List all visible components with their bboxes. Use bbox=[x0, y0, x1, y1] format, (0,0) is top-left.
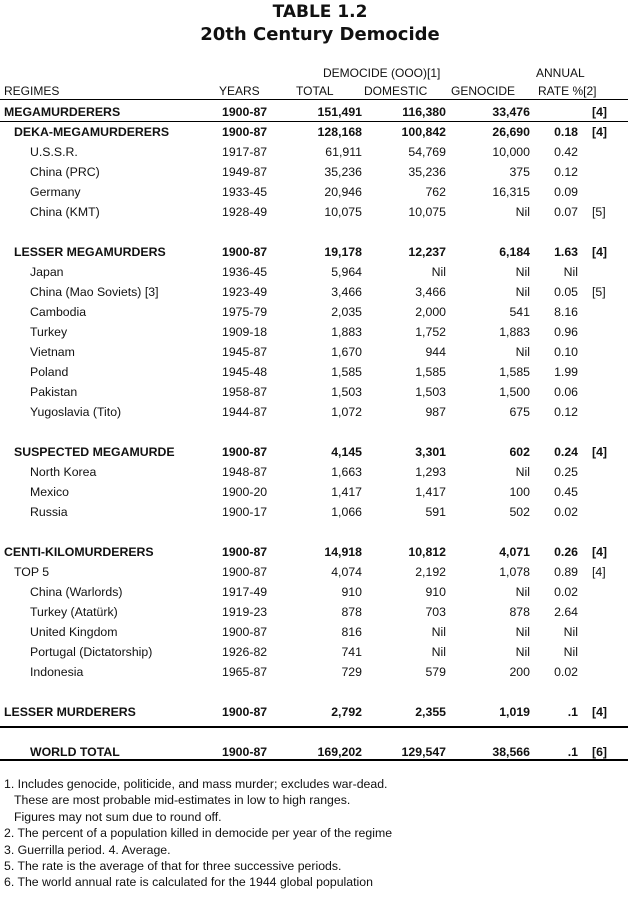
total-cell: 1,585 bbox=[331, 365, 362, 379]
annual-rate-cell: .1 bbox=[567, 745, 578, 759]
table-row bbox=[0, 102, 640, 122]
total-cell: 729 bbox=[341, 665, 362, 679]
table-row bbox=[0, 442, 640, 462]
regime-name-cell: Turkey bbox=[30, 325, 68, 339]
annual-rate-cell: Nil bbox=[563, 265, 578, 279]
genocide-cell: Nil bbox=[515, 625, 530, 639]
domestic-cell: 100,842 bbox=[401, 125, 446, 139]
annual-rate-cell: 0.12 bbox=[554, 405, 578, 419]
table-row bbox=[0, 602, 640, 622]
annual-rate-cell: 0.24 bbox=[554, 445, 578, 459]
years-cell: 1948-87 bbox=[222, 465, 268, 479]
genocide-cell: Nil bbox=[515, 645, 530, 659]
annual-rate-cell: 0.96 bbox=[554, 325, 578, 339]
years-cell: 1900-87 bbox=[222, 545, 268, 559]
years-cell: 1900-17 bbox=[222, 505, 268, 519]
total-cell: 10,075 bbox=[324, 205, 362, 219]
annual-rate-cell: 0.18 bbox=[554, 125, 578, 139]
table-row bbox=[0, 322, 640, 342]
domestic-cell: 762 bbox=[425, 185, 446, 199]
annual-rate-cell: 0.02 bbox=[554, 585, 578, 599]
total-cell: 1,883 bbox=[331, 325, 362, 339]
annual-rate-cell: Nil bbox=[563, 625, 578, 639]
footnote-ref-cell bbox=[578, 582, 640, 602]
footnote-line: 3. Guerrilla period. 4. Average. bbox=[4, 842, 171, 857]
spacer-cell bbox=[0, 422, 640, 442]
regime-name-cell: MEGAMURDERERS bbox=[4, 105, 121, 119]
domestic-cell: 1,752 bbox=[415, 325, 446, 339]
years-cell: 1923-49 bbox=[222, 285, 268, 299]
total-cell: 19,178 bbox=[324, 245, 362, 259]
annual-rate-cell bbox=[530, 102, 578, 122]
genocide-cell: 375 bbox=[509, 165, 530, 179]
footnote-ref-cell bbox=[578, 302, 640, 322]
total-cell: 14,918 bbox=[324, 545, 362, 559]
table-row bbox=[0, 542, 640, 562]
regime-name-cell: China (Warlords) bbox=[30, 585, 123, 599]
genocide-cell: 1,585 bbox=[499, 365, 530, 379]
genocide-cell: 878 bbox=[509, 605, 530, 619]
total-cell: 1,066 bbox=[331, 505, 362, 519]
domestic-cell: 3,466 bbox=[415, 285, 446, 299]
genocide-cell: 675 bbox=[509, 405, 530, 419]
table-row bbox=[0, 162, 640, 182]
table-row bbox=[0, 142, 640, 162]
domestic-cell: 987 bbox=[425, 405, 446, 419]
footnote-ref-cell bbox=[578, 642, 640, 662]
domestic-cell: 1,293 bbox=[415, 465, 446, 479]
table-row bbox=[0, 182, 640, 202]
regime-name-cell: Cambodia bbox=[30, 305, 87, 319]
years-cell: 1917-49 bbox=[222, 585, 268, 599]
domestic-cell: 703 bbox=[425, 605, 446, 619]
table-row bbox=[0, 742, 640, 762]
table-number: TABLE 1.2 bbox=[272, 2, 368, 22]
footnote-ref-cell bbox=[578, 362, 640, 382]
regime-name-cell: Pakistan bbox=[30, 385, 78, 399]
annual-rate-cell: 0.26 bbox=[554, 545, 578, 559]
genocide-cell: 1,883 bbox=[499, 325, 530, 339]
regime-name-cell: United Kingdom bbox=[30, 625, 118, 639]
genocide-cell: 541 bbox=[509, 305, 530, 319]
years-cell: 1945-48 bbox=[222, 365, 268, 379]
footnote-ref-cell: [4] bbox=[592, 105, 608, 119]
domestic-cell: 54,769 bbox=[408, 145, 446, 159]
years-cell: 1928-49 bbox=[222, 205, 268, 219]
footnote-line: 6. The world annual rate is calculated for the 1944 global population bbox=[4, 875, 373, 890]
regime-name-cell: Turkey (Atatürk) bbox=[30, 605, 118, 619]
genocide-cell: 16,315 bbox=[492, 185, 530, 199]
domestic-cell: Nil bbox=[431, 265, 446, 279]
annual-rate-cell: 0.09 bbox=[554, 185, 578, 199]
regime-name-cell: DEKA-MEGAMURDERERS bbox=[14, 125, 170, 139]
total-cell: 816 bbox=[341, 625, 362, 639]
genocide-cell: Nil bbox=[515, 465, 530, 479]
regime-name-cell: Mexico bbox=[30, 485, 69, 499]
regime-name-cell: Russia bbox=[30, 505, 68, 519]
col-header-years: YEARS bbox=[219, 84, 260, 98]
domestic-cell: 1,585 bbox=[415, 365, 446, 379]
table-row bbox=[0, 462, 640, 482]
total-cell: 910 bbox=[341, 585, 362, 599]
genocide-cell: 33,476 bbox=[492, 105, 530, 119]
regime-name-cell: Japan bbox=[30, 265, 64, 279]
years-cell: 1900-87 bbox=[222, 245, 268, 259]
regime-name-cell: SUSPECTED MEGAMURDE bbox=[14, 445, 175, 459]
regime-name-cell: Vietnam bbox=[30, 345, 75, 359]
domestic-cell: 35,236 bbox=[408, 165, 446, 179]
genocide-cell: 1,019 bbox=[499, 705, 530, 719]
domestic-cell: 10,812 bbox=[408, 545, 446, 559]
spacer-cell bbox=[0, 722, 640, 742]
annual-rate-cell: .1 bbox=[567, 705, 578, 719]
footnote-ref-cell bbox=[578, 162, 640, 182]
domestic-cell: 10,075 bbox=[408, 205, 446, 219]
domestic-cell: 2,355 bbox=[415, 705, 446, 719]
total-cell: 1,503 bbox=[331, 385, 362, 399]
years-cell: 1949-87 bbox=[222, 165, 268, 179]
total-cell: 128,168 bbox=[317, 125, 362, 139]
genocide-cell: 4,071 bbox=[499, 545, 530, 559]
domestic-cell: 910 bbox=[425, 585, 446, 599]
genocide-cell: 100 bbox=[509, 485, 530, 499]
regime-name-cell: TOP 5 bbox=[14, 565, 50, 579]
years-cell: 1936-45 bbox=[222, 265, 268, 279]
table-row bbox=[0, 242, 640, 262]
years-cell: 1900-87 bbox=[222, 445, 268, 459]
years-cell: 1909-18 bbox=[222, 325, 268, 339]
table-row bbox=[0, 362, 640, 382]
total-cell: 1,663 bbox=[331, 465, 362, 479]
footnote-ref-cell: [4] bbox=[592, 245, 608, 259]
total-cell: 20,946 bbox=[324, 185, 362, 199]
footnote-ref-cell: [4] bbox=[592, 445, 608, 459]
years-cell: 1900-87 bbox=[222, 565, 268, 579]
annual-rate-cell: 0.02 bbox=[554, 665, 578, 679]
democide-table bbox=[0, 102, 640, 762]
domestic-cell: Nil bbox=[431, 625, 446, 639]
genocide-cell: 502 bbox=[509, 505, 530, 519]
regime-name-cell: China (KMT) bbox=[30, 205, 100, 219]
regime-name-cell: China (PRC) bbox=[30, 165, 100, 179]
genocide-cell: Nil bbox=[515, 345, 530, 359]
spacer-cell bbox=[0, 222, 640, 242]
genocide-cell: 10,000 bbox=[492, 145, 530, 159]
annual-rate-cell: 0.45 bbox=[554, 485, 578, 499]
table-row bbox=[0, 402, 640, 422]
table-row bbox=[0, 662, 640, 682]
years-cell: 1900-87 bbox=[222, 705, 268, 719]
years-cell: 1933-45 bbox=[222, 185, 268, 199]
annual-rate-cell: 1.99 bbox=[554, 365, 578, 379]
table-row bbox=[0, 582, 640, 602]
regime-name-cell: WORLD TOTAL bbox=[30, 745, 120, 759]
domestic-cell: 1,503 bbox=[415, 385, 446, 399]
footnote-ref-cell bbox=[578, 182, 640, 202]
annual-rate-cell: 1.63 bbox=[554, 245, 578, 259]
footnote-ref-cell bbox=[578, 602, 640, 622]
annual-rate-cell: 0.05 bbox=[554, 285, 578, 299]
regime-name-cell: CENTI-KILOMURDERERS bbox=[4, 545, 154, 559]
domestic-cell: Nil bbox=[431, 645, 446, 659]
domestic-cell: 2,000 bbox=[415, 305, 446, 319]
col-header-genocide: GENOCIDE bbox=[451, 84, 516, 98]
col-header-rate: RATE %[2] bbox=[538, 84, 597, 98]
total-cell: 169,202 bbox=[317, 745, 362, 759]
total-cell: 2,792 bbox=[331, 705, 362, 719]
total-cell: 1,670 bbox=[331, 345, 362, 359]
annual-rate-cell: 0.12 bbox=[554, 165, 578, 179]
years-cell: 1900-87 bbox=[222, 125, 268, 139]
democide-group-header: DEMOCIDE (OOO)[1] bbox=[323, 66, 441, 80]
table-row bbox=[0, 262, 640, 282]
total-cell: 741 bbox=[341, 645, 362, 659]
regime-name-cell: Germany bbox=[30, 185, 81, 199]
table-title: 20th Century Democide bbox=[200, 24, 440, 45]
footnote-ref-cell bbox=[578, 142, 640, 162]
genocide-cell: Nil bbox=[515, 585, 530, 599]
spacer-row bbox=[0, 682, 640, 702]
years-cell: 1900-87 bbox=[222, 625, 268, 639]
table-row bbox=[0, 502, 640, 522]
footnote-ref-cell: [6] bbox=[592, 745, 608, 759]
genocide-cell: 1,078 bbox=[499, 565, 530, 579]
genocide-cell: 6,184 bbox=[499, 245, 530, 259]
annual-rate-cell: 8.16 bbox=[554, 305, 578, 319]
spacer-row bbox=[0, 422, 640, 442]
table-row bbox=[0, 302, 640, 322]
annual-rate-cell: Nil bbox=[563, 645, 578, 659]
footnote-line: Figures may not sum due to round off. bbox=[14, 809, 222, 824]
genocide-cell: 200 bbox=[509, 665, 530, 679]
annual-rate-cell: 0.89 bbox=[554, 565, 578, 579]
footnote-line: 1. Includes genocide, politicide, and mass murder; excludes war-dead. bbox=[4, 777, 388, 791]
footnote-ref-cell bbox=[578, 462, 640, 482]
regime-name-cell: North Korea bbox=[30, 465, 97, 479]
col-header-regimes: REGIMES bbox=[4, 84, 60, 98]
regime-name-cell: U.S.S.R. bbox=[30, 145, 78, 159]
years-cell: 1975-79 bbox=[222, 305, 268, 319]
footnote-ref-cell bbox=[578, 382, 640, 402]
domestic-cell: 116,380 bbox=[402, 105, 446, 119]
genocide-cell: Nil bbox=[515, 205, 530, 219]
regime-name-cell: China (Mao Soviets) [3] bbox=[30, 285, 159, 299]
footnotes bbox=[4, 776, 392, 891]
spacer-cell bbox=[0, 522, 640, 542]
total-cell: 5,964 bbox=[331, 265, 362, 279]
spacer-row bbox=[0, 222, 640, 242]
footnote-ref-cell bbox=[578, 262, 640, 282]
domestic-cell: 12,237 bbox=[408, 245, 446, 259]
total-cell: 878 bbox=[341, 605, 362, 619]
years-cell: 1900-20 bbox=[222, 485, 268, 499]
table-row bbox=[0, 122, 640, 142]
genocide-cell: 38,566 bbox=[492, 745, 530, 759]
total-cell: 1,417 bbox=[331, 485, 362, 499]
table-row bbox=[0, 622, 640, 642]
annual-rate-cell: 0.07 bbox=[554, 205, 578, 219]
years-cell: 1900-87 bbox=[222, 105, 268, 119]
years-cell: 1944-87 bbox=[222, 405, 268, 419]
table-row bbox=[0, 382, 640, 402]
total-cell: 2,035 bbox=[331, 305, 362, 319]
years-cell: 1965-87 bbox=[222, 665, 268, 679]
annual-rate-cell: 0.10 bbox=[554, 345, 578, 359]
domestic-cell: 579 bbox=[425, 665, 446, 679]
total-cell: 4,145 bbox=[331, 445, 362, 459]
spacer-cell bbox=[0, 682, 640, 702]
col-header-total: TOTAL bbox=[296, 84, 334, 98]
spacer-row bbox=[0, 722, 640, 742]
years-cell: 1917-87 bbox=[222, 145, 268, 159]
footnote-ref-cell: [4] bbox=[592, 705, 608, 719]
regime-name-cell: LESSER MEGAMURDERS bbox=[14, 245, 166, 259]
footnote-line: 2. The percent of a population killed in democide per year of the regime bbox=[4, 826, 393, 841]
regime-name-cell: Yugoslavia (Tito) bbox=[30, 405, 122, 419]
total-cell: 35,236 bbox=[324, 165, 362, 179]
years-cell: 1900-87 bbox=[222, 745, 268, 759]
footnote-ref-cell: [5] bbox=[592, 285, 606, 299]
years-cell: 1926-82 bbox=[222, 645, 268, 659]
years-cell: 1945-87 bbox=[222, 345, 268, 359]
footnote-ref-cell: [4] bbox=[592, 125, 608, 139]
years-cell: 1919-23 bbox=[222, 605, 268, 619]
footnote-ref-cell bbox=[578, 342, 640, 362]
table-row bbox=[0, 642, 640, 662]
footnote-line: These are most probable mid-estimates in low to high ranges. bbox=[14, 793, 351, 808]
annual-rate-cell: 0.25 bbox=[554, 465, 578, 479]
genocide-cell: 26,690 bbox=[492, 125, 530, 139]
regime-name-cell: Poland bbox=[30, 365, 69, 379]
table-row bbox=[0, 702, 640, 722]
regime-name-cell: Indonesia bbox=[30, 665, 84, 679]
footnote-ref-cell: [4] bbox=[592, 565, 606, 579]
domestic-cell: 944 bbox=[425, 345, 446, 359]
footnote-ref-cell bbox=[578, 322, 640, 342]
domestic-cell: 3,301 bbox=[415, 445, 446, 459]
table-row bbox=[0, 342, 640, 362]
genocide-cell: 602 bbox=[509, 445, 530, 459]
regime-name-cell: LESSER MURDERERS bbox=[4, 705, 136, 719]
genocide-cell: 1,500 bbox=[499, 385, 530, 399]
domestic-cell: 591 bbox=[425, 505, 446, 519]
annual-header: ANNUAL bbox=[536, 66, 585, 80]
domestic-cell: 1,417 bbox=[415, 485, 446, 499]
footnote-ref-cell bbox=[578, 402, 640, 422]
genocide-cell: Nil bbox=[515, 265, 530, 279]
domestic-cell: 129,547 bbox=[401, 745, 446, 759]
regime-name-cell: Portugal (Dictatorship) bbox=[30, 645, 153, 659]
total-cell: 151,491 bbox=[317, 105, 362, 119]
years-cell: 1958-87 bbox=[222, 385, 268, 399]
footnote-ref-cell: [5] bbox=[592, 205, 606, 219]
footnote-ref-cell bbox=[578, 482, 640, 502]
col-header-domestic: DOMESTIC bbox=[364, 84, 428, 98]
spacer-row bbox=[0, 522, 640, 542]
annual-rate-cell: 2.64 bbox=[554, 605, 578, 619]
footnote-ref-cell bbox=[578, 502, 640, 522]
header-rule bbox=[0, 99, 628, 100]
total-cell: 3,466 bbox=[331, 285, 362, 299]
table-row bbox=[0, 482, 640, 502]
annual-rate-cell: 0.42 bbox=[554, 145, 578, 159]
table-row bbox=[0, 562, 640, 582]
footnote-line: 5. The rate is the average of that for three successive periods. bbox=[4, 859, 342, 874]
footnote-ref-cell bbox=[578, 662, 640, 682]
footnote-ref-cell: [4] bbox=[592, 545, 608, 559]
total-cell: 1,072 bbox=[331, 405, 362, 419]
total-cell: 61,911 bbox=[325, 145, 362, 159]
domestic-cell: 2,192 bbox=[415, 565, 446, 579]
genocide-cell: Nil bbox=[515, 285, 530, 299]
table-row bbox=[0, 202, 640, 222]
total-cell: 4,074 bbox=[331, 565, 362, 579]
annual-rate-cell: 0.02 bbox=[554, 505, 578, 519]
annual-rate-cell: 0.06 bbox=[554, 385, 578, 399]
footnote-ref-cell bbox=[578, 622, 640, 642]
table-row bbox=[0, 282, 640, 302]
